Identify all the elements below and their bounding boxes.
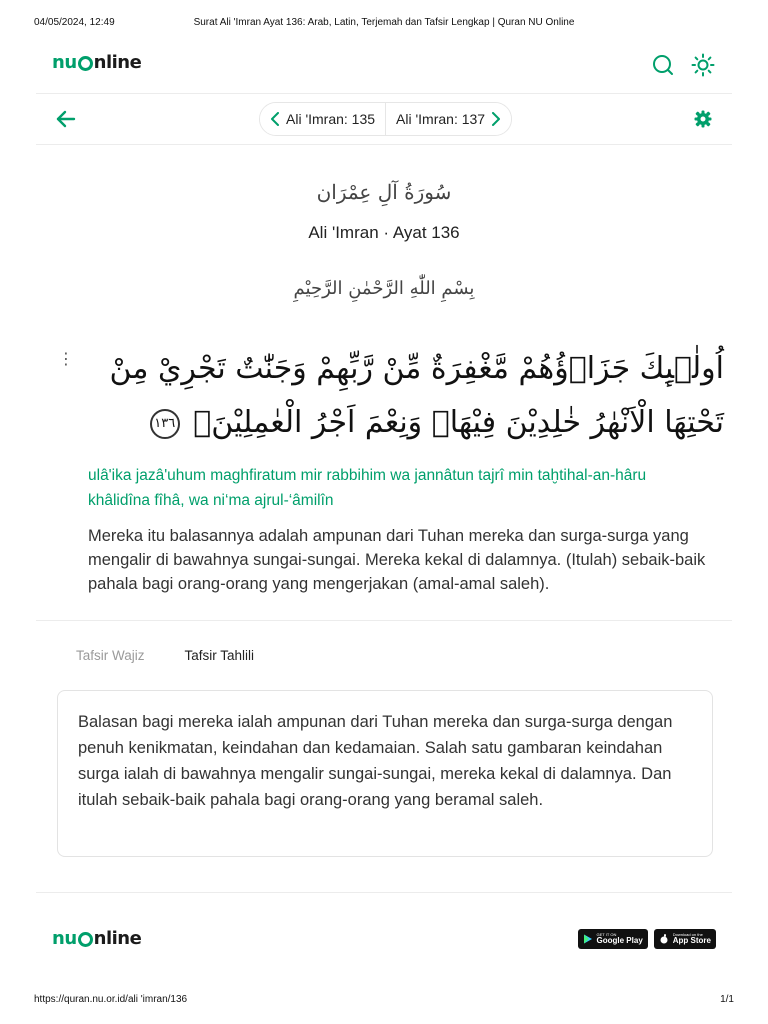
print-page-number: 1/1 <box>720 994 734 1005</box>
print-header <box>34 17 734 31</box>
logo-rest-text: nline <box>93 52 142 73</box>
next-ayah-label: Ali 'Imran: 137 <box>396 111 486 127</box>
theme-toggle-button[interactable] <box>690 52 716 78</box>
chevron-right-icon <box>491 112 501 126</box>
surah-ayah-title: Ali 'Imran · Ayat 136 <box>308 223 460 242</box>
ayah-latin-transliteration: ulâ'ika jazâ'uhum maghfiratum mir rabbihim wa jannâtun tajrî min taḫtihal-an-hâru khâlidîna fîhâ, wa ni‘ma ajrul-‘âmilîn <box>88 467 647 509</box>
print-url: https://quran.nu.or.id/ali 'imran/136 <box>34 994 188 1005</box>
gear-icon <box>692 108 714 130</box>
ayah-translation: Mereka itu balasannya adalah ampunan dari Tuhan mereka dan surga-surga yang mengalir di bawahnya sungai-sungai. Mereka kekal di dalamnya. (Itulah) sebaik-baik pahala bagi orang-orang yang mengerjakan (amal-amal saleh). <box>88 527 706 593</box>
settings-button[interactable] <box>692 108 714 130</box>
previous-ayah-label: Ali 'Imran: 135 <box>286 111 376 127</box>
google-play-small-text: GET IT ON <box>596 932 617 937</box>
content-divider <box>36 620 732 621</box>
footer-logo-ring-icon <box>78 932 93 947</box>
app-store-badges <box>578 929 716 949</box>
search-icon <box>650 52 676 78</box>
nav-divider <box>36 144 732 145</box>
ayah-arabic-text <box>90 342 724 450</box>
header-divider <box>36 93 732 94</box>
arrow-left-icon <box>54 108 78 130</box>
apple-icon <box>659 934 669 944</box>
ayah-more-options-button[interactable]: ⋮ <box>58 351 74 368</box>
ayah-navigation-bar <box>36 100 732 138</box>
app-store-badge[interactable] <box>654 929 716 949</box>
back-button[interactable] <box>54 108 78 130</box>
google-play-badge[interactable] <box>578 929 648 949</box>
google-play-icon <box>583 934 593 944</box>
app-store-big-text: App Store <box>672 936 711 945</box>
ayah-pager <box>259 102 512 136</box>
app-store-small-text: Download on the <box>672 932 703 937</box>
tab-tafsir-wajiz[interactable]: Tafsir Wajiz <box>76 648 145 663</box>
tab-tafsir-tahlili[interactable]: Tafsir Tahlili <box>184 648 255 663</box>
previous-ayah-button[interactable] <box>260 103 385 135</box>
tafsir-card <box>57 690 713 857</box>
footer-divider <box>36 892 732 893</box>
footer-nu-online-logo[interactable] <box>52 928 141 949</box>
ayah-arabic: اُولٰۤىِٕكَ جَزَاۤؤُهُمْ مَّغْفِرَةٌ مِّنْ رَّبِّهِمْ وَجَنّٰتٌ تَجْرِيْ مِنْ تَحْتِهَا الْاَنْهٰرُ خٰلِدِيْنَ فِيْهَاۗ وَنِعْمَ اَجْرُ الْعٰمِلِيْنَۗ <box>109 351 724 440</box>
logo-nu-text: nu <box>52 52 77 73</box>
surah-name-calligraphy: سُورَةُ آلِ عِمْرَان <box>316 180 452 204</box>
logo-ring-icon <box>78 56 93 71</box>
ayah-number-badge: ١٣٦ <box>150 409 180 439</box>
tafsir-tabs <box>76 648 254 663</box>
nu-online-logo[interactable] <box>52 52 141 73</box>
top-bar <box>52 50 716 80</box>
sun-icon <box>690 52 716 78</box>
footer-logo-nu-text: nu <box>52 928 77 949</box>
google-play-big-text: Google Play <box>596 936 643 945</box>
chevron-left-icon <box>270 112 280 126</box>
next-ayah-button[interactable] <box>385 103 511 135</box>
print-footer <box>34 994 734 1008</box>
print-datetime: 04/05/2024, 12:49 <box>34 17 115 28</box>
search-button[interactable] <box>650 52 676 78</box>
print-document-title: Surat Ali 'Imran Ayat 136: Arab, Latin, Terjemah dan Tafsir Lengkap | Quran NU Online <box>193 17 575 28</box>
basmalah-calligraphy: بِسْمِ اللّٰهِ الرَّحْمٰنِ الرَّحِيْمِ <box>293 278 475 299</box>
footer-logo-rest-text: nline <box>93 928 142 949</box>
tafsir-text: Balasan bagi mereka ialah ampunan dari Tuhan mereka dan surga-surga dengan penuh kenikmatan, keindahan dan kedamaian. Salah satu gambaran keindahan surga ialah di bawahnya mengalir sungai-sungai, mereka kekal di dalamnya. Dan itulah sebaik-baik pahala bagi orang-orang yang beramal saleh. <box>78 713 673 809</box>
